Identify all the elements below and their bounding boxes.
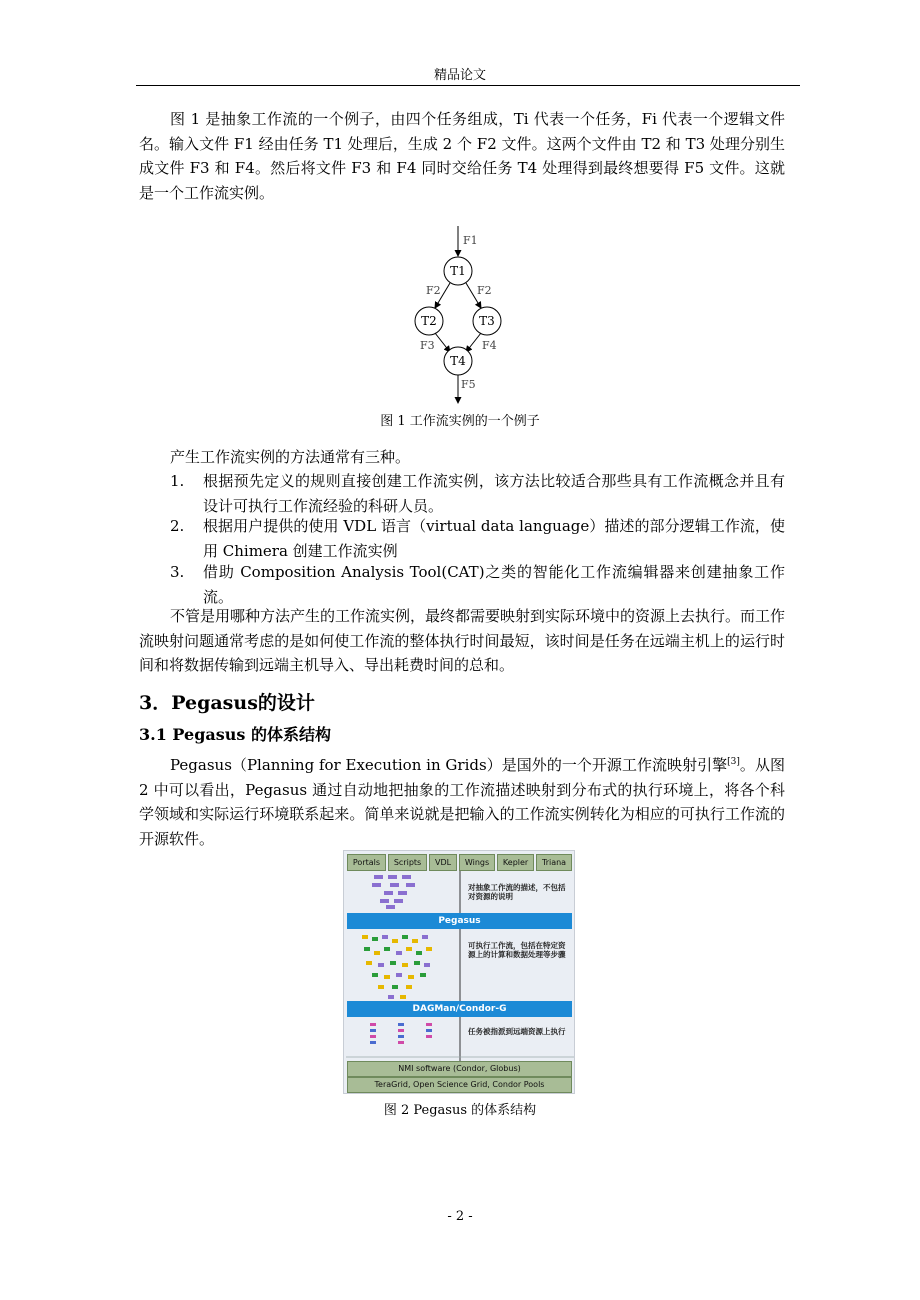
node-t4-label: T4	[450, 354, 466, 368]
fig2-tab: VDL	[429, 854, 457, 871]
node-t3-label: T3	[479, 314, 495, 328]
header-rule	[136, 85, 800, 86]
list-item	[170, 469, 785, 518]
edge-f1-label: F1	[463, 234, 478, 247]
fig2-tab: Kepler	[497, 854, 534, 871]
fig2-tab: Scripts	[388, 854, 427, 871]
list-number: 3.	[170, 563, 185, 581]
remote-jobs-icon	[370, 1023, 432, 1044]
node-t2-label: T2	[421, 314, 437, 328]
section-3-1-paragraph	[139, 750, 785, 851]
fig2-note-remote: 任务被指派到远端资源上执行	[468, 1027, 566, 1036]
edge-f3-label: F3	[420, 339, 435, 352]
list-number: 1.	[170, 472, 185, 490]
edge-f2-left-label: F2	[426, 284, 441, 297]
figure2-architecture-diagram	[343, 850, 575, 1094]
section-3-1-heading: 3.1 Pegasus 的体系结构	[139, 725, 331, 744]
edge-f4-label: F4	[482, 339, 497, 352]
executable-workflow-icon	[362, 935, 432, 999]
fig2-tab: Wings	[459, 854, 495, 871]
list-text: 借助 Composition Analysis Tool(CAT)之类的智能化工作流编辑器来创建抽象工作流。	[203, 563, 785, 606]
list-text: 根据预先定义的规则直接创建工作流实例，该方法比较适合那些具有工作流概念并且有设计可执行工作流经验的科研人员。	[203, 472, 785, 515]
intro-paragraph: 图 1 是抽象工作流的一个例子，由四个任务组成，Ti 代表一个任务，Fi 代表一个逻辑文件名。输入文件 F1 经由任务 T1 处理后，生成 2 个 F2 文件。这两个文件由 T2 和 T3 处理分别生成文件 F3 和 F4。然后将文件 F3 和 F4 同时交给任务 T4 处理得到最终想要得 F5 文件。这就是一个工作流实例。	[139, 110, 785, 202]
fig2-tab: Triana	[536, 854, 572, 871]
paragraph-text: 。从图 2 中可以看出，Pegasus 通过自动地把抽象的工作流描述映射到分布式的执行环境上，将各个科学领域和实际运行环境联系起来。简单来说就是把输入的工作流实例转化为相应的可执行工作流的开源软件。	[139, 756, 785, 848]
fig2-pegasus-bar: Pegasus	[347, 913, 572, 929]
methods-closing: 不管是用哪种方法产生的工作流实例，最终都需要映射到实际环境中的资源上去执行。而工作流映射问题通常考虑的是如何使工作流的整体执行时间最短，该时间是任务在远端主机上的运行时间和将数据传输到远端主机导入、导出耗费时间的总和。	[139, 607, 786, 674]
fig2-nmi-bar: NMI software (Condor, Globus)	[347, 1061, 572, 1077]
section-3-heading: 3．Pegasus的设计	[139, 692, 315, 714]
edge-f2-right-label: F2	[477, 284, 492, 297]
figure2-caption: 图 2 Pegasus 的体系结构	[383, 1103, 537, 1118]
figure1-workflow-diagram	[400, 222, 520, 407]
methods-lead: 产生工作流实例的方法通常有三种。	[170, 448, 411, 466]
list-item	[170, 514, 785, 563]
edge-f4	[466, 333, 481, 352]
page-header: 精品论文	[433, 68, 486, 83]
fig2-grid-bar: TeraGrid, Open Science Grid, Condor Pools	[347, 1077, 572, 1093]
list-text: 根据用户提供的使用 VDL 语言（virtual data language）描述的部分逻辑工作流，使用 Chimera 创建工作流实例	[203, 517, 785, 560]
fig2-tab: Portals	[347, 854, 386, 871]
page-number: - 2 -	[447, 1209, 473, 1224]
edge-f3	[435, 333, 450, 352]
fig2-dagman-bar: DAGMan/Condor-G	[347, 1001, 572, 1017]
list-item	[170, 560, 785, 609]
abstract-workflow-icon	[372, 875, 415, 909]
figure1-caption: 图 1 工作流实例的一个例子	[380, 414, 540, 429]
node-t1-label: T1	[450, 264, 466, 278]
fig2-note-abstract: 对抽象工作流的描述，不包括对资源的说明	[468, 883, 566, 901]
list-number: 2.	[170, 517, 185, 535]
citation-ref[interactable]: [3]	[727, 757, 740, 767]
fig2-note-executable: 可执行工作流，包括在特定资源上的计算和数据处理等步骤	[468, 941, 566, 959]
paragraph-text: Pegasus（Planning for Execution in Grids）是国外的一个开源工作流映射引擎	[170, 756, 728, 774]
edge-f5-label: F5	[461, 378, 476, 391]
